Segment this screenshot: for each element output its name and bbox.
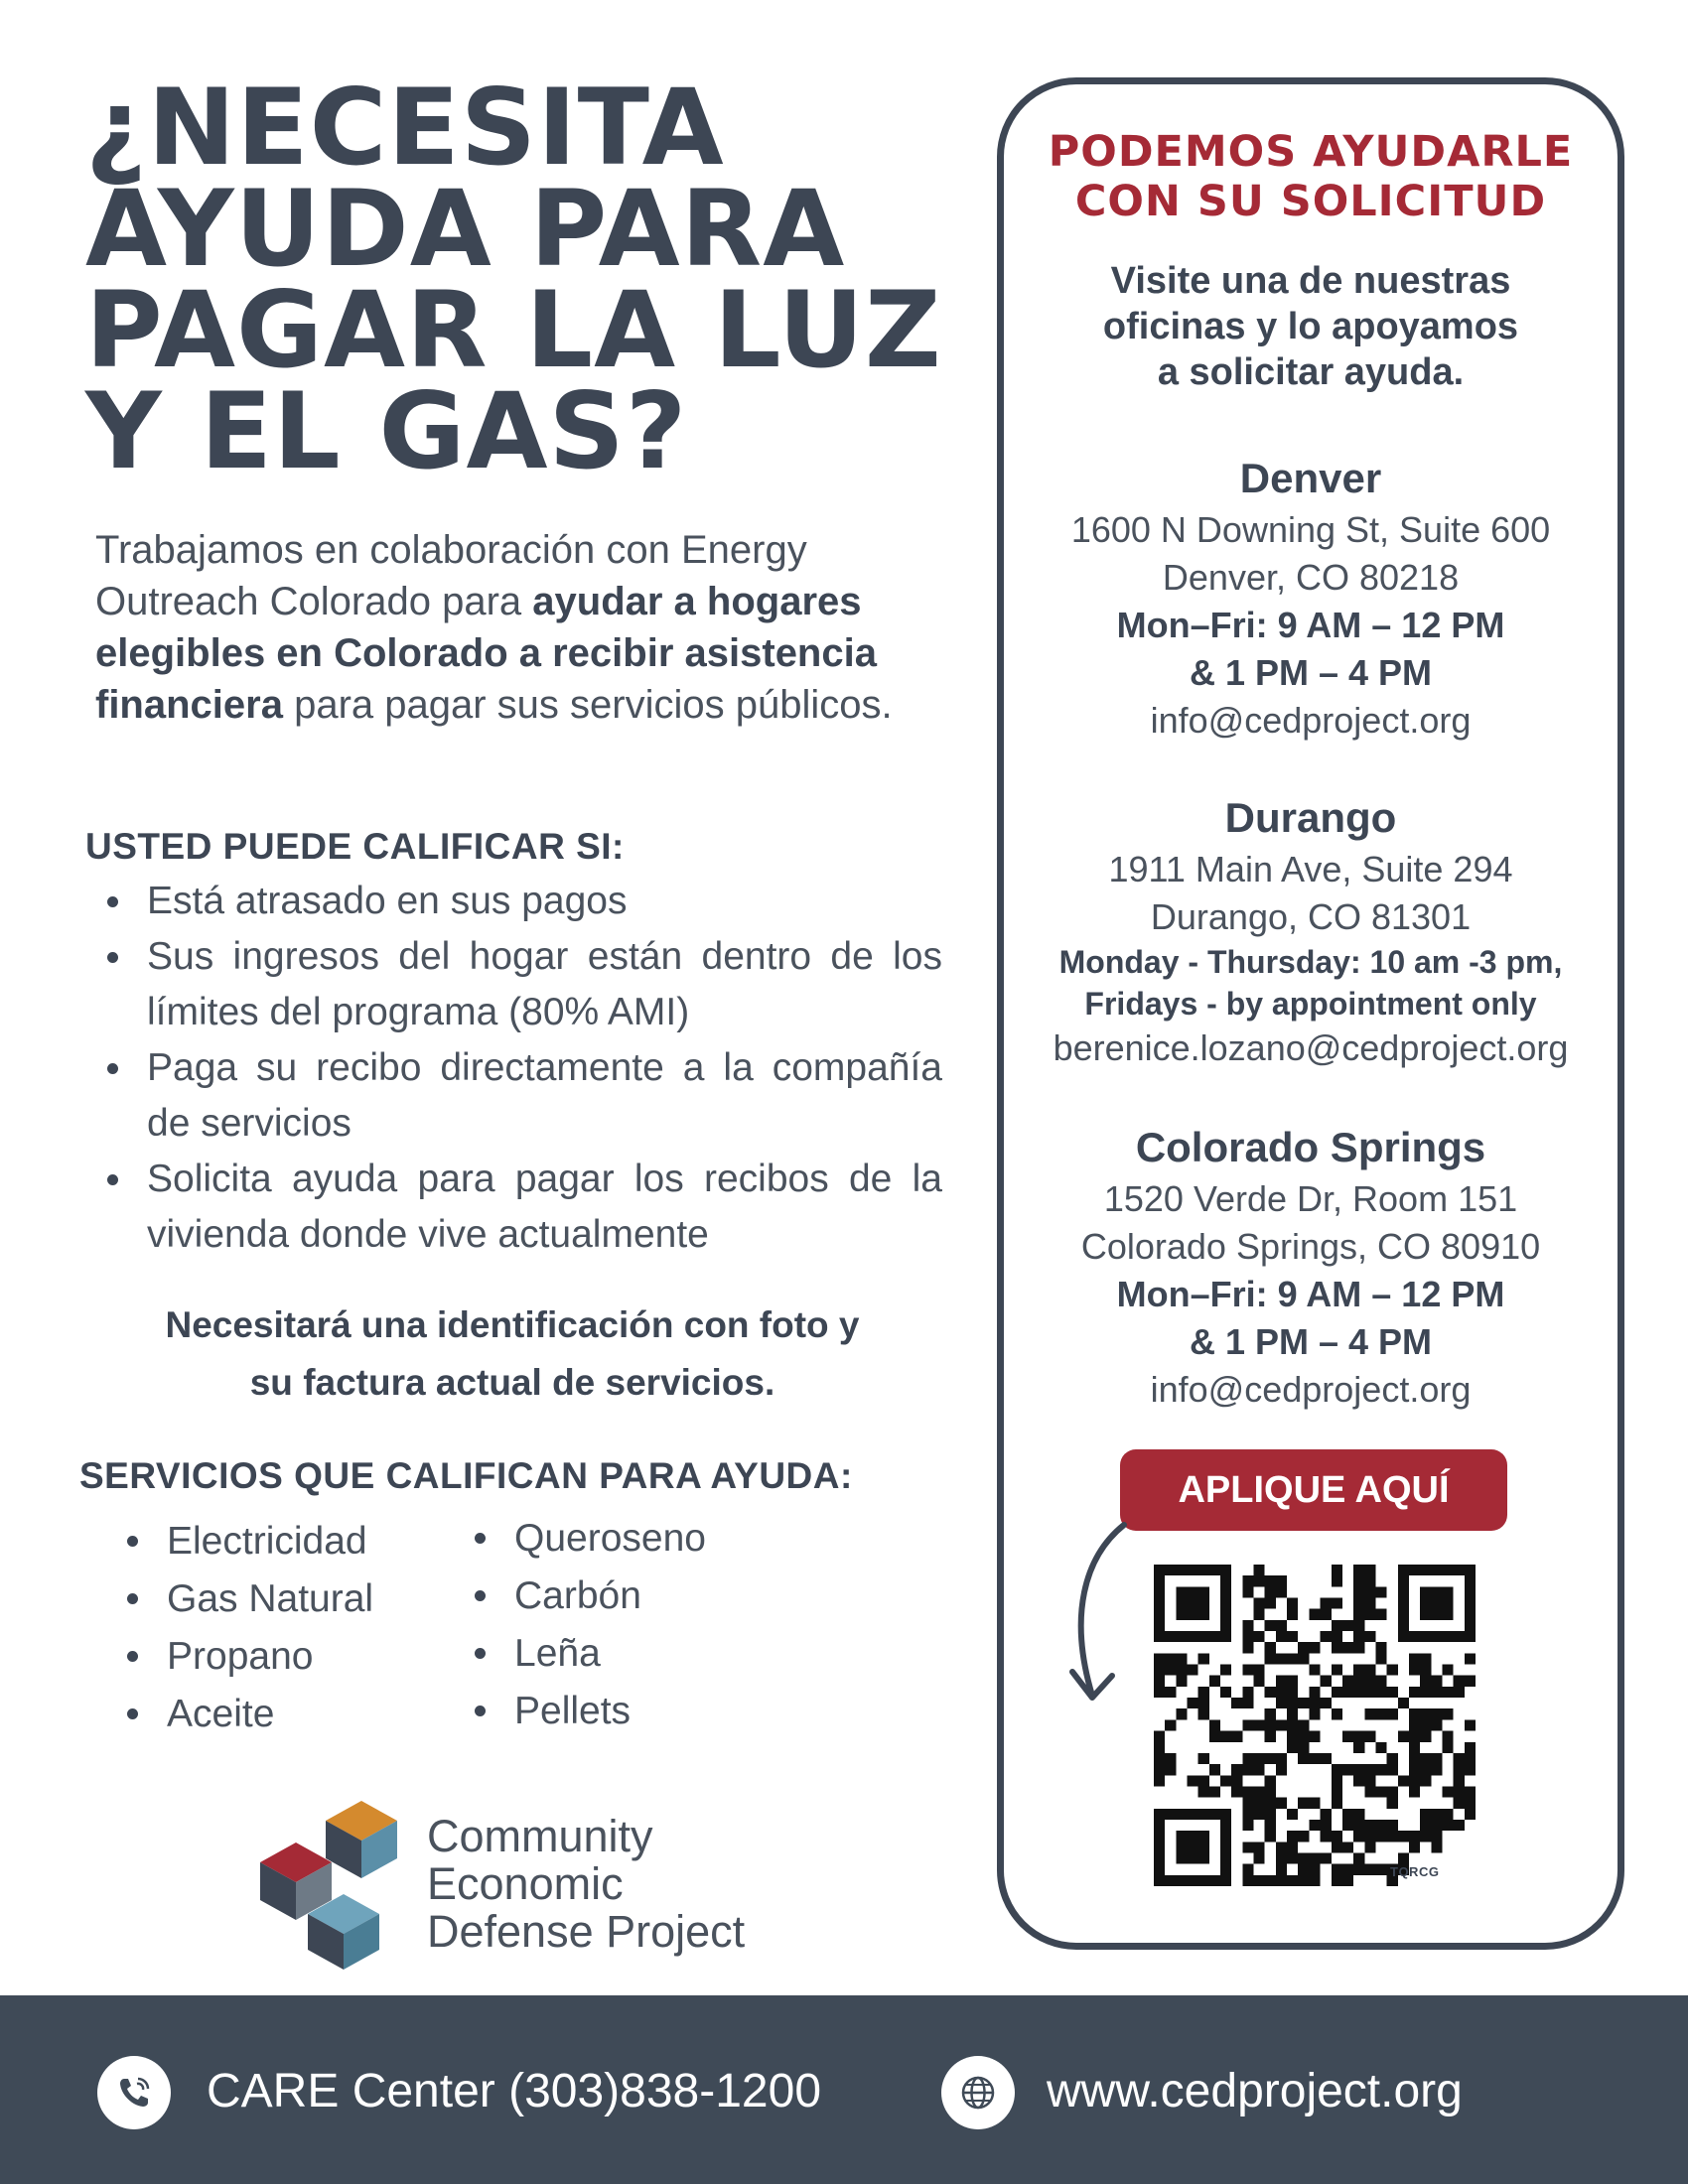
id-requirement-line-1: Necesitará una identificación con foto y: [165, 1304, 860, 1345]
phone-icon[interactable]: [97, 2056, 171, 2129]
headline-line-1: ¿NECESITA: [85, 67, 725, 189]
office-hours: & 1 PM – 4 PM: [1189, 652, 1433, 693]
office-email[interactable]: info@cedproject.org: [1150, 1369, 1472, 1410]
office-hours: Monday - Thursday: 10 am -3 pm,: [1058, 944, 1563, 980]
office-name: Durango: [1224, 794, 1397, 841]
service-item: Electricidad: [123, 1513, 451, 1570]
headline: [85, 67, 979, 492]
office-address: 1911 Main Ave, Suite 294: [1108, 849, 1513, 889]
qualify-list: [103, 874, 942, 1263]
logo-line: Community: [427, 1811, 653, 1861]
office-hours: Mon–Fri: 9 AM – 12 PM: [1116, 1274, 1505, 1314]
office-name: Colorado Springs: [1135, 1124, 1486, 1170]
qualify-heading: USTED PUEDE CALIFICAR SI:: [85, 826, 625, 867]
footer-website[interactable]: www.cedproject.org: [1047, 2065, 1463, 2117]
service-item: Gas Natural: [123, 1570, 451, 1628]
help-card-subtitle-line: oficinas y lo apoyamos: [1102, 306, 1519, 347]
help-card-subtitle-line: a solicitar ayuda.: [1157, 351, 1465, 393]
intro-paragraph: [95, 524, 949, 731]
id-requirement-line-2: su factura actual de servicios.: [249, 1362, 775, 1403]
services-heading: SERVICIOS QUE CALIFICAN PARA AYUDA:: [79, 1455, 853, 1496]
office-city: Durango, CO 81301: [1150, 896, 1472, 937]
office-city: Colorado Springs, CO 80910: [1080, 1226, 1541, 1267]
help-card-subtitle: [997, 258, 1624, 395]
office-address: 1520 Verde Dr, Room 151: [1103, 1178, 1518, 1219]
headline-line-4: Y EL GAS?: [85, 370, 688, 492]
intro-text-bold: ayudar a hogares elegibles en Colorado a recibir asistencia financiera: [95, 580, 877, 727]
intro-text-1: Trabajamos en colaboración con Energy Outreach Colorado para: [95, 528, 807, 623]
office-address: 1600 N Downing St, Suite 600: [1070, 509, 1551, 550]
logo-wordmark: [427, 1813, 745, 1956]
apply-button[interactable]: APLIQUE AQUÍ: [1120, 1449, 1507, 1531]
service-item: Pellets: [471, 1683, 798, 1740]
office-email[interactable]: info@cedproject.org: [1150, 700, 1472, 741]
qualify-item: Sus ingresos del hogar están dentro de los límites del programa (80% AMI): [103, 929, 942, 1040]
help-card-subtitle-line: Visite una de nuestras: [1110, 260, 1511, 302]
cedp-cube-logo-icon: [260, 1801, 409, 1970]
logo-line: Economic: [427, 1858, 624, 1909]
services-list-col-2: [471, 1510, 798, 1740]
office-durango: [997, 792, 1624, 1072]
id-requirement-note: [85, 1297, 939, 1412]
office-email[interactable]: berenice.lozano@cedproject.org: [1053, 1027, 1569, 1068]
office-city: Denver, CO 80218: [1162, 557, 1460, 598]
qr-code-icon[interactable]: [1154, 1565, 1476, 1886]
help-card-title-line: PODEMOS AYUDARLE: [1048, 127, 1574, 177]
office-colorado-springs: [997, 1122, 1624, 1414]
service-item: Leña: [471, 1625, 798, 1683]
globe-icon[interactable]: [941, 2056, 1015, 2129]
office-denver: [997, 453, 1624, 745]
headline-line-2: AYUDA PARA: [85, 168, 846, 290]
office-hours: Mon–Fri: 9 AM – 12 PM: [1116, 605, 1505, 645]
office-hours: Fridays - by appointment only: [1084, 986, 1537, 1022]
help-card-title: [997, 127, 1624, 226]
qualify-item: Paga su recibo directamente a la compañía de servicios: [103, 1040, 942, 1152]
service-item: Queroseno: [471, 1510, 798, 1568]
logo-line: Defense Project: [427, 1906, 746, 1957]
headline-line-3: PAGAR LA LUZ: [85, 269, 942, 391]
intro-text-2: para pagar sus servicios públicos.: [282, 683, 893, 727]
office-name: Denver: [1239, 455, 1382, 501]
footer-phone[interactable]: CARE Center (303)838-1200: [207, 2065, 822, 2117]
help-card-title-line: CON SU SOLICITUD: [1074, 177, 1547, 226]
qr-generator-brand: TQRCG: [1390, 1864, 1440, 1879]
office-hours: & 1 PM – 4 PM: [1189, 1321, 1433, 1362]
qualify-item: Está atrasado en sus pagos: [103, 874, 942, 929]
services-list-col-1: [123, 1513, 451, 1743]
qualify-item: Solicita ayuda para pagar los recibos de la vivienda donde vive actualmente: [103, 1152, 942, 1263]
service-item: Carbón: [471, 1568, 798, 1625]
service-item: Aceite: [123, 1686, 451, 1743]
service-item: Propano: [123, 1628, 451, 1686]
